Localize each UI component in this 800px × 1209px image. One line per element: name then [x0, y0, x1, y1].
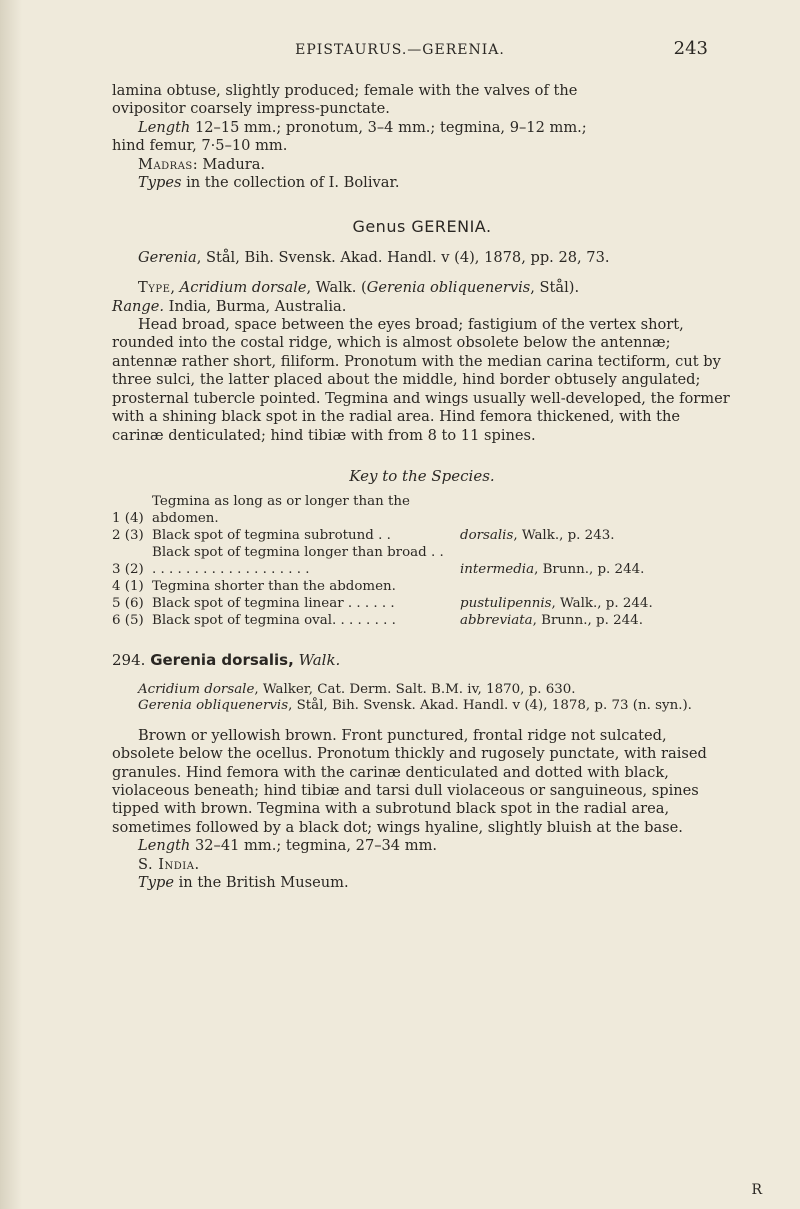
- species-type-label: Type: [138, 873, 174, 891]
- types-label: Types: [138, 174, 182, 192]
- type-mid: , Walk. (: [306, 279, 367, 297]
- type-end: , Stål).: [530, 279, 580, 297]
- intro-line-1: lamina obtuse, slightly produced; female with the valves of the: [112, 82, 578, 99]
- key-species-name: abbreviata: [460, 613, 533, 629]
- key-species-authority: , Brunn., p. 244.: [532, 613, 643, 629]
- key-row: [112, 493, 732, 527]
- genus-reference: [112, 249, 732, 267]
- key-species-name: intermedia: [460, 562, 535, 578]
- key-row-species: [450, 493, 732, 527]
- synonym-2-text: , Stål, Bih. Svensk. Akad. Handl. v (4), 1878, p. 73 (n. syn.).: [288, 698, 692, 714]
- key-row: [112, 578, 732, 595]
- key-row: [112, 612, 732, 629]
- locality-label: Madras: [138, 155, 193, 173]
- intro-locality: [112, 156, 732, 174]
- locality-text: : Madura.: [192, 155, 266, 173]
- key-row: [112, 527, 732, 544]
- key-row-species: [450, 527, 732, 544]
- key-species-name: dorsalis: [460, 528, 514, 544]
- genus-heading: Genus GERENIA.: [352, 217, 492, 237]
- species-heading: [112, 651, 732, 669]
- key-row-number: 4 (1): [112, 579, 144, 595]
- intro-types: [112, 174, 732, 192]
- species-author: Walk.: [298, 651, 341, 670]
- synonym-1: [112, 682, 732, 699]
- types-text: in the collection of I. Bolivar.: [181, 174, 400, 192]
- key-row-description: Tegmina as long as or longer than the abdomen.: [152, 494, 410, 527]
- species-length: [112, 837, 732, 855]
- page-edge-shadow: [0, 0, 22, 1209]
- key-row-number: 2 (3): [112, 528, 144, 544]
- species-length-label: Length: [138, 837, 191, 855]
- key-row-number: 6 (5): [112, 613, 144, 629]
- species-description: Brown or yellowish brown. Front punctured, frontal ridge not sulcated, obsolete below the ocellus. Pronotum thickly and rugosely punctate, with raised granules. Hind femora with the carinæ denticulated and dotted with black, violaceous beneath; hind tibiæ and tarsi dull violaceous or sanguineous, spines tipped with brown. Tegmina with a subrotund black spot in the radial area, sometimes followed by a black dot; wings hyaline, slightly bluish at the base.: [112, 726, 707, 836]
- key-species-authority: , Walk., p. 244.: [551, 596, 653, 612]
- intro-length: [112, 119, 732, 156]
- running-title: EPISTAURUS.—GERENIA.: [295, 42, 505, 58]
- key-species-authority: , Brunn., p. 244.: [534, 562, 645, 578]
- key-heading: Key to the Species.: [349, 466, 495, 485]
- running-header: [120, 38, 708, 68]
- genus-ref-text: , Stål, Bih. Svensk. Akad. Handl. v (4), 1878, pp. 28, 73.: [196, 248, 610, 266]
- key-species-authority: , Walk., p. 243.: [513, 528, 615, 544]
- genus-description: Head broad, space between the eyes broad; fastigium of the vertex short, rounded into the costal ridge, which is almost obsolete below the antennæ; antennæ rather short, filiform. Pronotum with the median carina tectiform, cut by three sulci, the latter placed about the middle, hind border obtusely angulated; prosternal tubercle pointed. Tegmina and wings usually well-developed, the former with a shining black spot in the radial area. Hind femora thickened, with the carinæ denticulated; hind tibiæ with from 8 to 11 spines.: [112, 316, 730, 444]
- species-type: [112, 874, 732, 892]
- species-key-body: [112, 493, 732, 629]
- synonym-2: [112, 698, 732, 715]
- key-row-species: [450, 578, 732, 595]
- species-length-text: 32–41 mm.; tegmina, 27–34 mm.: [190, 837, 438, 855]
- genus-range: [112, 298, 732, 316]
- intro-line-2: ovipositor coarsely impress-punctate.: [112, 100, 390, 118]
- range-text: India, Burma, Australia.: [164, 297, 347, 315]
- key-row-number: 3 (2): [112, 562, 144, 578]
- page-body: [112, 82, 732, 892]
- species-locality: S. India.: [138, 855, 200, 873]
- length-cont: hind femur, 7·5–10 mm.: [112, 137, 288, 155]
- key-row-description: Black spot of tegmina oval. . . . . . . .: [152, 613, 396, 629]
- length-label: Length: [138, 118, 191, 136]
- type-synonym: Gerenia obliquenervis: [366, 279, 531, 297]
- key-row-species: [450, 595, 732, 612]
- key-row: [112, 595, 732, 612]
- key-row-description: Black spot of tegmina linear . . . . . .: [152, 596, 395, 612]
- genus-type: Type, Acridium dorsale, Walk. (Gerenia obliquenervis, Stål).: [138, 279, 580, 297]
- genus-ref-name: Gerenia: [138, 248, 197, 266]
- key-row: [112, 544, 732, 578]
- key-row-species: [450, 544, 732, 578]
- species-type-text: in the British Museum.: [173, 873, 349, 891]
- range-label: Range.: [112, 297, 165, 315]
- species-number: 294.: [112, 651, 146, 670]
- key-row-description: Black spot of tegmina longer than broad . . . . . . . . . . . . . . . . . . . . .: [152, 545, 444, 578]
- key-row-number: 5 (6): [112, 596, 144, 612]
- type-species: Acridium dorsale: [179, 279, 307, 297]
- synonym-1-name: Acridium dorsale: [138, 681, 255, 697]
- synonym-1-text: , Walker, Cat. Derm. Salt. B.M. iv, 1870, p. 630.: [254, 681, 576, 697]
- species-key-table: [112, 493, 732, 629]
- key-species-name: pustulipennis: [460, 596, 552, 612]
- synonym-2-name: Gerenia obliquenervis: [138, 698, 289, 714]
- page-number: 243: [673, 38, 708, 59]
- key-row-description: Black spot of tegmina subrotund . .: [152, 528, 391, 544]
- key-row-description: Tegmina shorter than the abdomen.: [152, 579, 396, 595]
- species-name: Gerenia dorsalis,: [150, 651, 294, 670]
- length-text: 12–15 mm.; pronotum, 3–4 mm.; tegmina, 9–12 mm.;: [190, 118, 587, 136]
- key-row-species: [450, 612, 732, 629]
- key-row-number: 1 (4): [112, 511, 144, 527]
- intro-paragraph: [112, 82, 732, 119]
- type-label: Type: [138, 279, 171, 297]
- signature-mark: R: [751, 1182, 762, 1198]
